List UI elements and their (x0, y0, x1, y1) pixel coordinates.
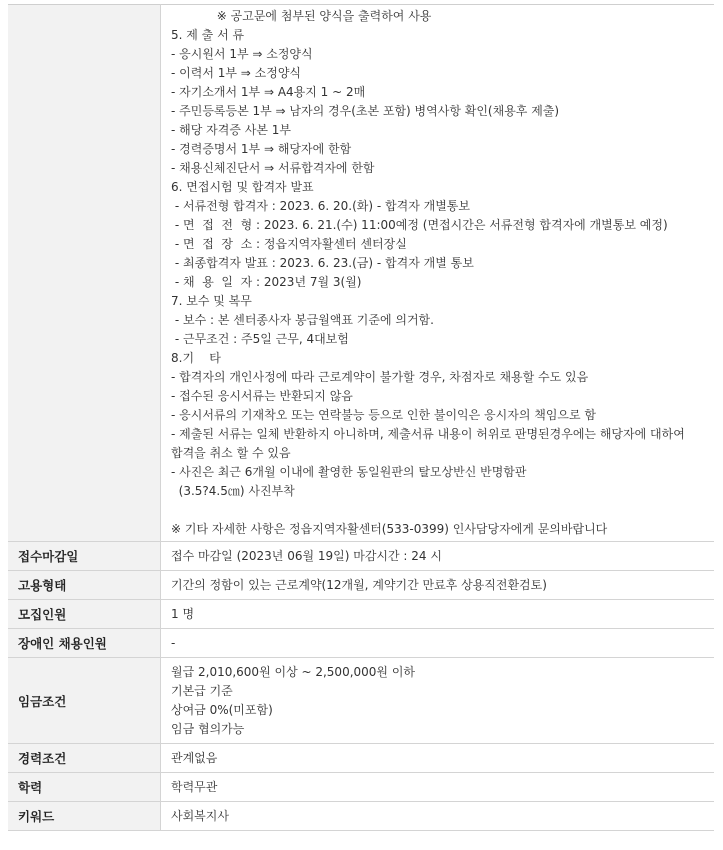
keyword-row (8, 802, 714, 831)
employment-type-row (8, 571, 714, 600)
employment-type-label: 고용형태 (8, 571, 161, 600)
details-label-cell (8, 5, 161, 542)
wage-line: 상여금 0%(미포함) (171, 703, 273, 717)
deadline-label: 접수마감일 (8, 542, 161, 571)
details-line: - 경력증명서 1부 ⇒ 해당자에 한함 (171, 142, 352, 156)
details-line: - 주민등록등본 1부 ⇒ 남자의 경우(초본 포함) 병역사항 확인(채용후 제출) (171, 104, 560, 118)
wage-label: 임금조건 (8, 658, 161, 744)
employment-type-value: 기간의 정함이 있는 근로계약(12개월, 계약기간 만료후 상용직전환검토) (161, 571, 715, 600)
keyword-value: 사회복지사 (161, 802, 715, 831)
details-line: - 제출된 서류는 일체 반환하지 아니하며, 제출서류 내용이 허위로 판명된경우에는 해당자에 대하여 합격을 취소 할 수 있음 (171, 427, 689, 460)
details-line: - 해당 자격증 사본 1부 (171, 123, 291, 137)
education-value: 학력무관 (161, 773, 715, 802)
headcount-value: 1 명 (161, 600, 715, 629)
details-line: - 응시서류의 기재착오 또는 연락불능 등으로 인한 불이익은 응시자의 책임으로 함 (171, 408, 597, 422)
keyword-label: 키워드 (8, 802, 161, 831)
details-line: - 응시원서 1부 ⇒ 소정양식 (171, 47, 313, 61)
details-line: 5. 제 출 서 류 (171, 28, 245, 42)
wage-line: 월급 2,010,600원 이상 ~ 2,500,000원 이하 (171, 665, 416, 679)
details-line: 6. 면접시험 및 합격자 발표 (171, 180, 314, 194)
headcount-label: 모집인원 (8, 600, 161, 629)
details-line: 7. 보수 및 복무 (171, 294, 252, 308)
details-line: - 채 용 일 자 : 2023년 7월 3(월) (171, 275, 362, 289)
details-line: - 최종합격자 발표 : 2023. 6. 23.(금) - 합격자 개별 통보 (171, 256, 474, 270)
details-line: - 서류전형 합격자 : 2023. 6. 20.(화) - 합격자 개별통보 (171, 199, 470, 213)
details-line: - 보수 : 본 센터종사자 봉급월액표 기준에 의거함. (171, 313, 434, 327)
deadline-value: 접수 마감일 (2023년 06월 19일) 마감시간 : 24 시 (161, 542, 715, 571)
disabled-hiring-row (8, 629, 714, 658)
disabled-hiring-value: - (161, 629, 715, 658)
details-line: (3.5?4.5㎝) 사진부착 (171, 484, 295, 498)
wage-line: 기본급 기준 (171, 684, 233, 698)
details-line: 8.기 타 (171, 351, 221, 365)
details-line: - 채용신체진단서 ⇒ 서류합격자에 한함 (171, 161, 375, 175)
details-line: - 근무조건 : 주5일 근무, 4대보험 (171, 332, 349, 346)
details-line: - 면 접 전 형 : 2023. 6. 21.(수) 11:00예정 (면접시간은 서류전형 합격자에 개별통보 예정) (171, 218, 668, 232)
headcount-row (8, 600, 714, 629)
details-line: - 합격자의 개인사정에 따라 근로계약이 불가할 경우, 차점자로 채용할 수도 있음 (171, 370, 589, 384)
details-contact-note: ※ 기타 자세한 사항은 정읍지역자활센터(533-0399) 인사담당자에게 문의바랍니다 (171, 522, 608, 536)
wage-value (161, 658, 715, 744)
education-label: 학력 (8, 773, 161, 802)
wage-line: 임금 협의가능 (171, 722, 245, 736)
job-detail-table (8, 4, 714, 831)
details-line: - 접수된 응시서류는 반환되지 않음 (171, 389, 353, 403)
details-line: - 사진은 최근 6개월 이내에 촬영한 동일원판의 탈모상반신 반명함판 (171, 465, 527, 479)
details-row (8, 5, 714, 542)
wage-row (8, 658, 714, 744)
details-line: - 면 접 장 소 : 정읍지역자활센터 센터장실 (171, 237, 407, 251)
details-line: ※ 공고문에 첨부된 양식을 출력하여 사용 (171, 9, 432, 23)
details-line: - 이력서 1부 ⇒ 소정양식 (171, 66, 302, 80)
details-blank-line (171, 501, 706, 520)
details-content (161, 5, 715, 542)
disabled-hiring-label: 장애인 채용인원 (8, 629, 161, 658)
education-row (8, 773, 714, 802)
details-line: - 자기소개서 1부 ⇒ A4용지 1 ~ 2매 (171, 85, 366, 99)
deadline-row (8, 542, 714, 571)
experience-row (8, 744, 714, 773)
experience-label: 경력조건 (8, 744, 161, 773)
experience-value: 관계없음 (161, 744, 715, 773)
